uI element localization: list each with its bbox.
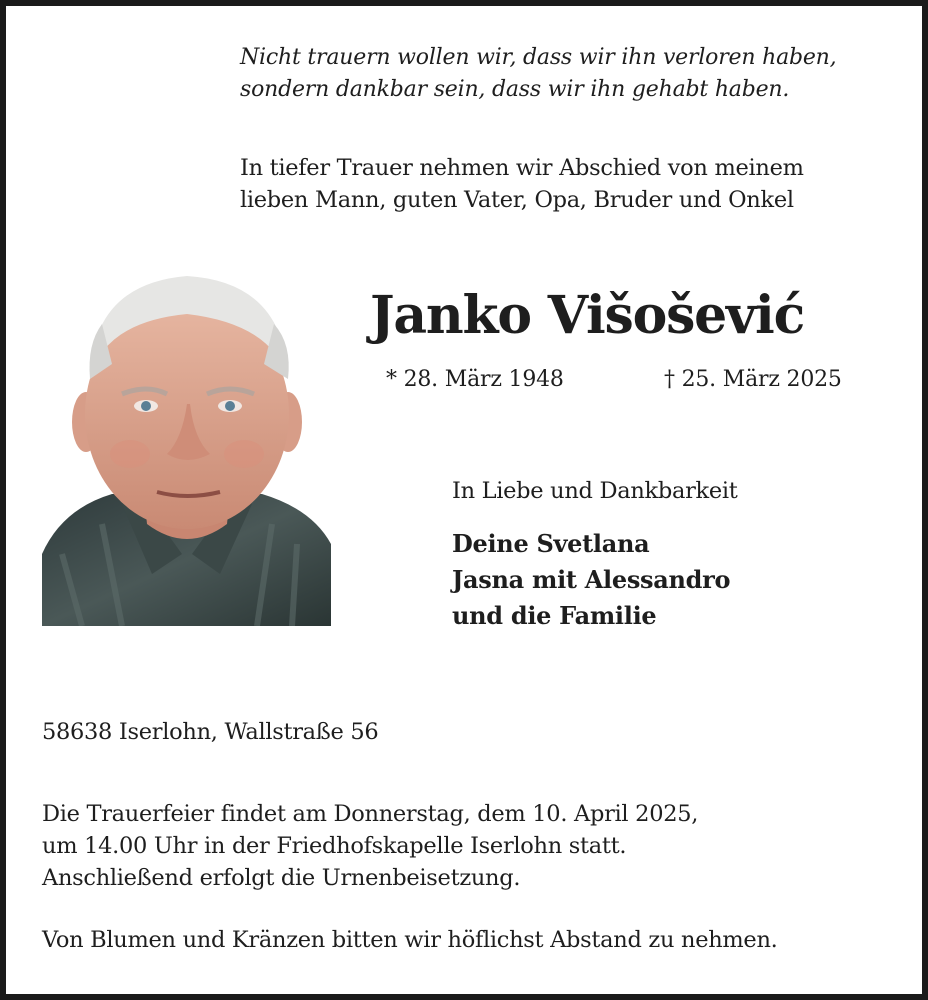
deceased-name: Janko Višošević [370,285,805,346]
quote-line-1: Nicht trauern wollen wir, dass wir ihn verloren haben, [240,45,837,70]
signers [452,526,730,634]
intro-line-1: In tiefer Trauer nehmen wir Abschied von meinem [240,155,804,181]
closing-phrase: In Liebe und Dankbarkeit [452,478,738,504]
ceremony-line-2: um 14.00 Uhr in der Friedhofskapelle Iserlohn statt. [42,833,627,859]
ceremony-line-3: Anschließend erfolgt die Urnenbeisetzung. [42,865,521,891]
death-date: † 25. März 2025 [664,367,842,392]
flowers-note: Von Blumen und Kränzen bitten wir höflichst Abstand zu nehmen. [42,927,778,953]
quote [240,42,836,106]
signer-3: und die Familie [452,601,657,630]
signer-1: Deine Svetlana [452,529,650,558]
portrait-photo [42,254,331,626]
quote-line-2: sondern dankbar sein, dass wir ihn gehabt haben. [240,77,790,102]
address: 58638 Iserlohn, Wallstraße 56 [42,719,379,745]
ceremony-text [42,798,698,894]
birth-date: * 28. März 1948 [386,367,564,392]
intro-line-2: lieben Mann, guten Vater, Opa, Bruder und Onkel [240,187,794,213]
signer-2: Jasna mit Alessandro [452,565,731,594]
intro-text [240,152,804,216]
ceremony-line-1: Die Trauerfeier findet am Donnerstag, dem 10. April 2025, [42,801,699,827]
